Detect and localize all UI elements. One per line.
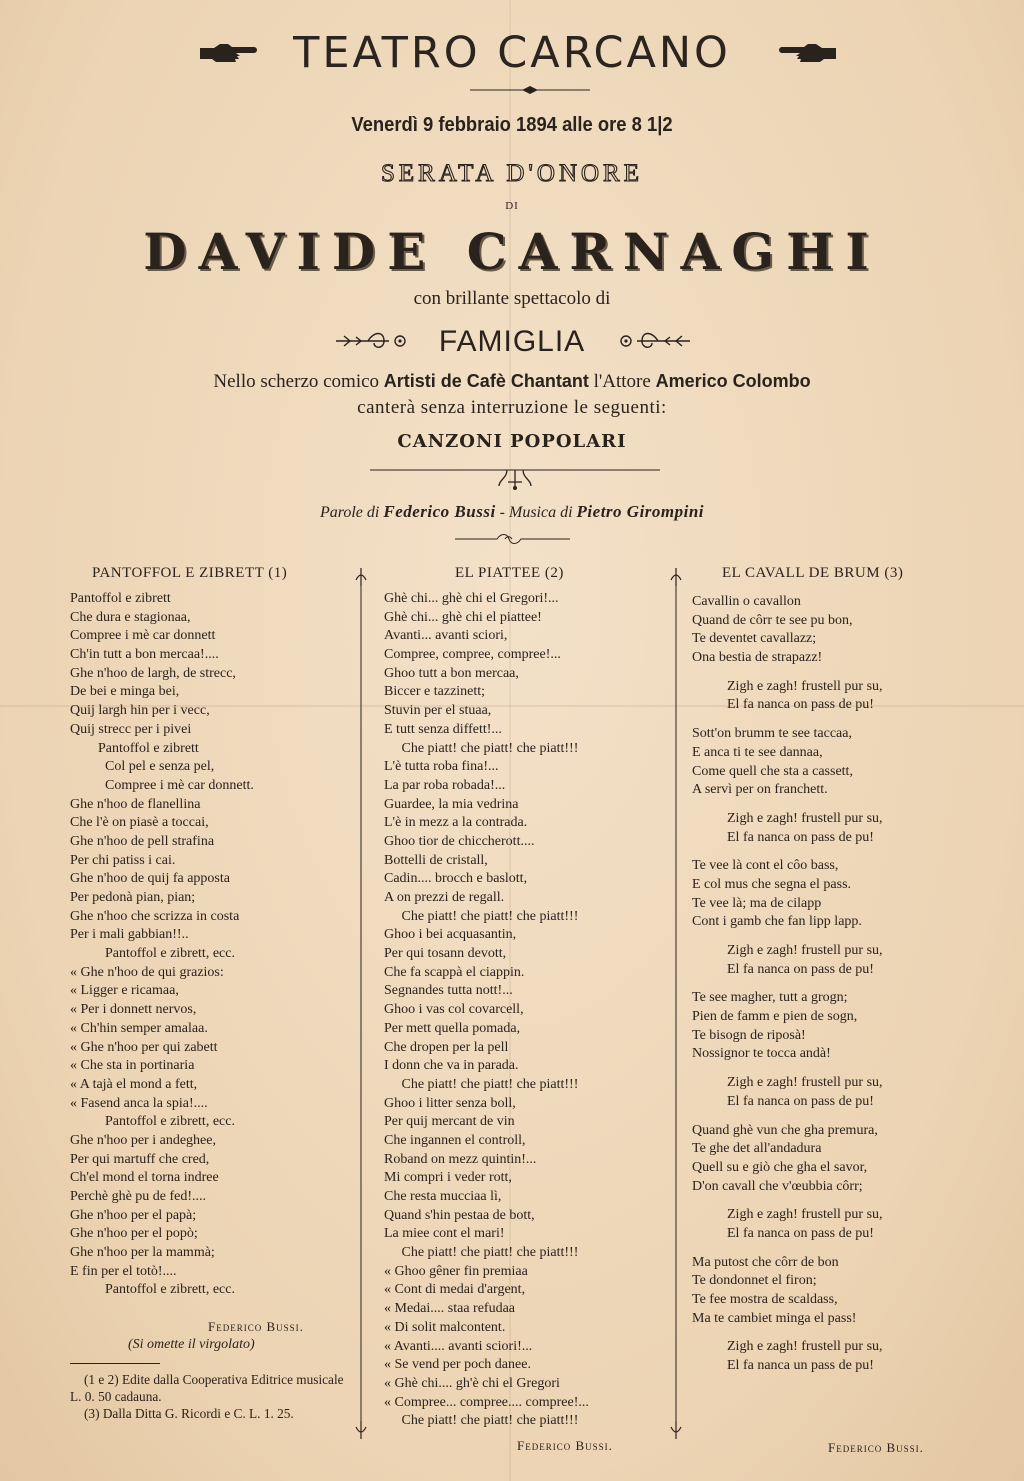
lyric-line: Che piatt! che piatt! che piatt!!! <box>384 1245 579 1261</box>
lyric-line <box>692 715 883 725</box>
lyric-line: Che piatt! che piatt! che piatt!!! <box>384 1413 579 1429</box>
lyric-line: Che dura e stagionaa, <box>70 609 191 625</box>
actor-name: Americo Colombo <box>655 371 811 391</box>
lyric-line: « Ch'hin semper amalaa. <box>70 1020 208 1036</box>
lyric-line: El fa nanca on pass de pu! <box>692 829 874 845</box>
honoree-name: DAVIDE CARNAGHI <box>143 222 881 281</box>
lyric-line: Ma putost che côrr de bon <box>692 1254 839 1270</box>
lyric-line: Pantoffol e zibrett, ecc. <box>70 1282 235 1298</box>
lyric-line: Cavallin o cavallon <box>692 594 801 609</box>
lyric-line: Ch'in tutt a bon mercaa!.... <box>70 647 219 663</box>
lyric-line: « Avanti.... avanti sciori!... <box>384 1338 533 1354</box>
theatre-title: TEATRO CARCANO <box>293 28 731 78</box>
footnote-1: (1 e 2) Edite dalla Cooperativa Editrice musicale L. 0. 50 cadauna. <box>70 1372 344 1404</box>
lyric-line: Ghe n'hoo per el papà; <box>70 1207 197 1223</box>
lyric-line: Per qui martuff che cred, <box>70 1151 210 1167</box>
lyric-line <box>692 800 883 810</box>
lyric-line: A servì per on franchett. <box>692 782 828 798</box>
lyric-line: Ghoo tutt a bon mercaa, <box>384 665 519 681</box>
lyric-line <box>692 847 883 857</box>
lyric-line: Quij largh hin per i vecc, <box>70 703 210 719</box>
lyric-line: Che fa scappà el ciappin. <box>384 964 525 980</box>
lyric-line: Avanti... avanti sciori, <box>384 628 508 644</box>
lyric-line: Pantoffol e zibrett, ecc. <box>70 946 235 962</box>
lyric-line: Zigh e zagh! frustell pur su, <box>692 1339 883 1355</box>
lyric-line: Ghe n'hoo de largh, de strecc, <box>70 665 236 681</box>
column-divider-right <box>669 566 683 1441</box>
lyric-line: Sott'on brumm te see taccaa, <box>692 726 852 742</box>
lyric-line: Che dropen per la pell <box>384 1039 509 1055</box>
lyric-line: Ghè chi... ghè chi el piattee! <box>384 609 542 625</box>
title-rule-ornament <box>470 84 590 96</box>
signature-cavall: Federico Bussi. <box>828 1440 924 1455</box>
di-label: DI <box>505 200 519 212</box>
lyric-line: La miee cont el mari! <box>384 1226 505 1242</box>
lyric-line: Pien de famm e pien de sogn, <box>692 1009 858 1025</box>
scherzo-text-a: Nello scherzo comico <box>213 371 380 392</box>
lyric-line: « Compree... compree.... compree!... <box>384 1394 589 1410</box>
lyric-line: Ma te cambiet minga el pass! <box>692 1310 857 1326</box>
lyricist-name: Federico Bussi <box>383 502 496 521</box>
lyric-line: Compree i mè car donnett <box>70 628 216 644</box>
show-title: FAMIGLIA <box>438 325 586 358</box>
song-title-piattee: EL PIATTEE (2) <box>455 565 564 581</box>
lyric-line: Quand ghè vun che gha premura, <box>692 1122 878 1138</box>
lyric-line: Zigh e zagh! frustell pur su, <box>692 943 883 958</box>
lyric-line: Quell su e giò che gha el savor, <box>692 1159 868 1175</box>
parole-label: Parole di <box>319 504 380 521</box>
scherzo-text-b: l'Attore <box>593 371 651 392</box>
lyric-line: Ona bestia de strapazz! <box>692 650 823 666</box>
lyric-line: Guardee, la mia vedrina <box>384 796 519 812</box>
song-title-pantoffol: PANTOFFOL E ZIBRETT (1) <box>92 565 288 581</box>
lyric-line: Te see magher, tutt a grogn; <box>692 990 848 1006</box>
lyric-line: La par roba robada!... <box>384 777 506 793</box>
lyric-line: Quand s'hin pestaa de bott, <box>384 1207 535 1223</box>
lyric-line <box>692 668 883 678</box>
musica-label: - Musica di <box>499 504 573 521</box>
lyric-line: Che l'è on piasè a toccai, <box>70 815 209 831</box>
song-title-cavall: EL CAVALL DE BRUM (3) <box>722 565 904 581</box>
lyric-line <box>692 979 883 989</box>
lyric-line: A on prezzi de regall. <box>384 890 505 905</box>
lyric-line: « Ghe n'hoo per qui zabett <box>70 1039 218 1055</box>
lyric-line <box>692 932 883 942</box>
cantera-line: canterà senza interruzione le seguenti: <box>357 397 667 418</box>
lyric-line: L'è in mezz a la contrada. <box>384 815 528 831</box>
lyric-line: Te fee mostra de scaldass, <box>692 1292 838 1307</box>
lyric-line: « Ligger e ricamaa, <box>70 983 179 999</box>
lyric-line: « Fasend anca la spia!.... <box>70 1095 208 1111</box>
lyric-line <box>692 1244 883 1254</box>
song-lyrics-cavall <box>692 593 883 1376</box>
lyric-line: Che piatt! che piatt! che piatt!!! <box>384 1076 579 1092</box>
lyric-line: « Ghoo gêner fin premiaa <box>384 1263 528 1279</box>
lyric-line <box>692 1196 883 1206</box>
song-lyrics-piattee <box>384 590 589 1431</box>
lyric-line <box>692 1112 883 1122</box>
lyric-line: Segnandes tutta nott!... <box>384 983 513 999</box>
lyric-line: Zigh e zagh! frustell pur su, <box>692 810 883 826</box>
scherzo-piece: Artisti de Cafè Chantant <box>383 371 589 391</box>
lyric-line: Biccer e tazzinett; <box>384 684 486 700</box>
lyric-line: Per pedonà pian, pian; <box>70 890 196 905</box>
lyric-line: Pantoffol e zibrett <box>70 591 171 606</box>
lyric-line: Zigh e zagh! frustell pur su, <box>692 678 883 694</box>
lyric-line: Bottelli de cristall, <box>384 852 488 868</box>
lyric-line: « Che sta in portinaria <box>70 1058 195 1074</box>
lyric-line: E col mus che segna el pass. <box>692 876 852 892</box>
lyric-line: E anca ti te see dannaa, <box>692 744 823 760</box>
column-divider-left <box>354 566 368 1441</box>
signature-pantoffol: Federico Bussi. <box>208 1319 304 1334</box>
lyric-line <box>692 1064 883 1074</box>
lyric-line: Ghe n'hoo de quij fa apposta <box>70 871 230 887</box>
lyric-line: Compree i mè car donnett. <box>70 777 254 793</box>
lyric-line: De bei e minga bei, <box>70 684 180 700</box>
lyric-line: Per i mali gabbian!!.. <box>70 927 189 943</box>
composer-name: Pietro Girompini <box>576 502 705 521</box>
lyric-line: Ghe n'hoo che scrizza in costa <box>70 908 240 924</box>
canzoni-heading: CANZONI POPOLARI <box>397 431 627 452</box>
lyric-line: Ch'el mond el torna indree <box>70 1170 219 1186</box>
lyric-line: Ghe n'hoo per el popò; <box>70 1226 198 1242</box>
lyric-line: Per qui tosann devott, <box>384 946 507 962</box>
lyric-line: Te vee là; ma de cilapp <box>692 895 822 911</box>
credits-rule-ornament <box>455 532 570 546</box>
lyric-line: Per quij mercant de vin <box>384 1114 515 1130</box>
pointing-hand-icon <box>198 38 258 68</box>
lyric-line: Ghoo i bei acquasantin, <box>384 927 517 943</box>
lyric-line: Ghoo i vas col covarcell, <box>384 1002 524 1018</box>
song-lyrics-pantoffol <box>70 590 254 1300</box>
canzoni-rule-ornament <box>370 462 660 492</box>
lyric-line: « Per i donnett nervos, <box>70 1002 197 1018</box>
show-title-row <box>0 322 1024 362</box>
footnote-rule <box>70 1363 160 1364</box>
lyric-line: Zigh e zagh! frustell pur su, <box>692 1207 883 1223</box>
lyric-line: Ghe n'hoo per la mammà; <box>70 1245 215 1261</box>
lyric-line: Pantoffol e zibrett, ecc. <box>70 1114 235 1130</box>
scherzo-line <box>0 371 1024 393</box>
lyric-line: Stuvin per el stuaa, <box>384 703 492 719</box>
lyric-line: Mi compri i veder rott, <box>384 1170 512 1186</box>
lyric-line: El fa nanca on pass de pu! <box>692 697 874 713</box>
lyric-line: Nossignor te tocca andà! <box>692 1046 831 1062</box>
lyric-line: Per chi patiss i cai. <box>70 852 176 868</box>
lyric-line: Cadin.... brocch e baslott, <box>384 871 528 887</box>
signature-piattee: Federico Bussi. <box>517 1438 613 1453</box>
credits-line <box>0 502 1024 522</box>
lyric-line: « Cont di medai d'argent, <box>384 1282 526 1298</box>
scroll-ornament-icon <box>612 330 692 352</box>
lyric-line: El fa nanca on pass de pu! <box>692 1093 874 1109</box>
lyric-line: Roband on mezz quintin!... <box>384 1151 537 1167</box>
lyric-line: L'è tutta roba fina!... <box>384 759 499 775</box>
lyric-line: Quij strecc per i pivei <box>70 721 192 737</box>
lyric-line: El fa nanca un pass de pu! <box>692 1358 874 1374</box>
lyric-line: « Di solit malcontent. <box>384 1319 506 1335</box>
lyric-line: Te dondonnet el firon; <box>692 1273 817 1289</box>
lyric-line: El fa nanca on pass de pu! <box>692 1225 874 1241</box>
lyric-line: « Se vend per poch danee. <box>384 1357 531 1373</box>
lyric-line: Che piatt! che piatt! che piatt!!! <box>384 740 579 756</box>
lyric-line: I donn che va in parada. <box>384 1058 519 1074</box>
lyric-line: Te ghe det all'andadura <box>692 1141 822 1157</box>
lyric-line: Che resta mucciaa lì, <box>384 1189 502 1204</box>
lyric-line: Che ingannen el controll, <box>384 1132 526 1148</box>
event-title: SERATA D'ONORE <box>381 160 643 187</box>
lyric-line: E fin per el totò!.... <box>70 1263 177 1279</box>
title-row <box>0 28 1024 78</box>
lyric-line: Ghoo tior de chiccherott.... <box>384 833 535 849</box>
lyric-line: Col pel e senza pel, <box>70 759 215 775</box>
lyric-line: Ghè chi... ghè chi el Gregori!... <box>384 591 559 606</box>
lyric-line: Te bisogn de riposà! <box>692 1027 806 1043</box>
footnotes <box>70 1371 345 1422</box>
lyric-line: Te deventet cavallazz; <box>692 631 817 647</box>
lyric-line: Te vee là cont el côo bass, <box>692 858 839 874</box>
lyric-line: Per mett quella pomada, <box>384 1020 521 1036</box>
lyric-line: « A tajà el mond a fett, <box>70 1076 198 1092</box>
intro-line: con brillante spettacolo di <box>413 288 611 309</box>
pointing-hand-icon <box>778 38 838 68</box>
lyric-line: « Ghè chi.... gh'è chi el Gregori <box>384 1375 560 1391</box>
lyric-line: Pantoffol e zibrett <box>70 740 199 756</box>
lyric-line: Come quell che sta a cassett, <box>692 763 853 779</box>
lyric-line: Cont i gamb che fan lipp lapp. <box>692 914 862 930</box>
lyric-line: Ghe n'hoo de flanellina <box>70 796 201 812</box>
lyric-line: Ghe n'hoo per i andeghee, <box>70 1132 216 1148</box>
footnote-2: (3) Dalla Ditta G. Ricordi e C. L. 1. 25. <box>84 1406 294 1421</box>
lyric-line: « Ghe n'hoo de qui grazios: <box>70 964 224 980</box>
omission-note: (Si omette il virgolato) <box>128 1337 255 1352</box>
lyric-line: E tutt senza diffett!... <box>384 721 502 737</box>
event-date: Venerdì 9 febbraio 1894 alle ore 8 1|2 <box>351 114 673 136</box>
scroll-ornament-icon <box>334 330 414 352</box>
lyric-line: Che piatt! che piatt! che piatt!!! <box>384 908 579 924</box>
lyric-line: Compree, compree, compree!... <box>384 647 561 663</box>
lyric-line: Quand de côrr te see pu bon, <box>692 612 853 628</box>
lyric-line: Ghoo i litter senza boll, <box>384 1095 516 1111</box>
lyric-line <box>692 1328 883 1338</box>
lyric-line: « Medai.... staa refudaa <box>384 1301 515 1317</box>
lyric-line: Ghe n'hoo de pell strafina <box>70 833 215 849</box>
lyric-line: D'on cavall che v'œubbia côrr; <box>692 1178 863 1194</box>
lyric-line: Zigh e zagh! frustell pur su, <box>692 1075 883 1091</box>
lyric-line: Perchè ghè pu de fed!.... <box>70 1189 207 1204</box>
lyric-line: El fa nanca on pass de pu! <box>692 961 874 977</box>
